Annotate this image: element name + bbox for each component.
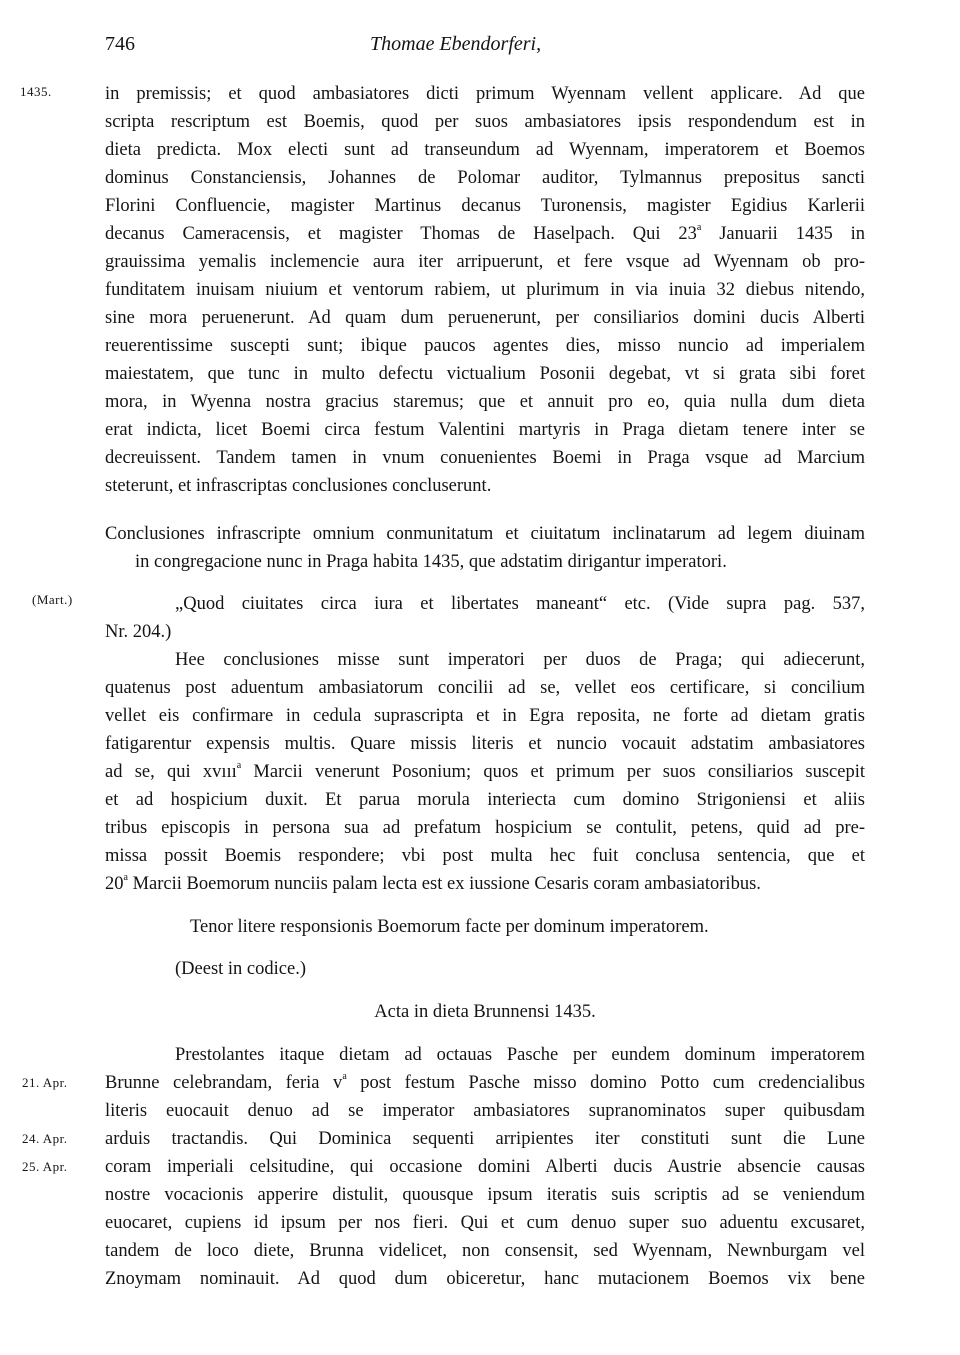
text-line: 20$^a$ Marcii Boemorum nunciis palam lecta est ex iussione Cesaris coram ambasiatoribus.: [105, 872, 761, 894]
section-heading: Tenor litere responsionis Boemorum facte per dominum imperatorem.: [190, 917, 709, 937]
text-line: ad se, qui xvııı$^a$ Marcii venerunt Posonium; quos et primum per suos consiliarios suscepit: [105, 760, 865, 782]
text-line: sine mora peruenerunt. Ad quam dum peruenerunt, per consiliarios domini ducis Alberti: [105, 308, 865, 328]
text-line: fatigarentur expensis multis. Quare missis literis et nuncio vocauit adstatim ambasiatores: [105, 734, 865, 754]
text-line: Znoymam nominauit. Ad quod dum obiceretur, hanc mutacionem Boemos vix bene: [105, 1269, 865, 1289]
text-line: euocaret, cupiens id ipsum per nos fieri. Qui et cum denuo super suo aduentu excusaret,: [105, 1213, 865, 1233]
text-line: dieta predicta. Mox electi sunt ad transeundum ad Wyennam, imperatorem et Boemos: [105, 140, 865, 160]
text-line: decreuissent. Tandem tamen in vnum conuenientes Boemi in Praga vsque ad Marcium: [105, 448, 865, 468]
text-line: steterunt, et infrascriptas conclusiones concluserunt.: [105, 476, 492, 496]
text-line: Hee conclusiones misse sunt imperatori per duos de Praga; qui adiecerunt,: [175, 650, 865, 670]
text-line: nostre vocacionis apperire distulit, quousque ipsum iteratis suis scriptis ad se veniendum: [105, 1185, 865, 1205]
text-line: arduis tractandis. Qui Dominica sequenti arripientes iter constituti sunt die Lune: [105, 1129, 865, 1149]
section-heading: Conclusiones infrascripte omnium conmunitatum et ciuitatum inclinatarum ad legem diuinam: [105, 524, 865, 544]
text-line: erat indicta, licet Boemi circa festum Valentini martyris in Praga dietam tenere inter se: [105, 420, 865, 440]
text-line: mora, in Wyenna nostra gracius staremus; que et annuit pro eo, quia nulla dum dieta: [105, 392, 865, 412]
text-line: coram imperiali celsitudine, qui occasione domini Alberti ducis Austrie absencie causas: [105, 1157, 865, 1177]
editorial-note: (Deest in codice.): [175, 959, 306, 979]
margin-note-march: (Mart.): [32, 592, 73, 607]
section-heading: Acta in dieta Brunnensi 1435.: [374, 1002, 596, 1022]
text-line: et ad hospicium duxit. Et parua morula interiecta cum domino Strigoniensi et aliis: [105, 790, 865, 810]
text-line: maiestatem, que tunc in multo defectu victualium Posonii degebat, vt si grata sibi foret: [105, 364, 865, 384]
text-line: dominus Constanciensis, Johannes de Polomar auditor, Tylmannus prepositus sancti: [105, 168, 865, 188]
text-line: Nr. 204.): [105, 622, 172, 642]
text-line: missa possit Boemis respondere; vbi post multa hec fuit conclusa sentencia, que et: [105, 846, 865, 866]
text-line: decanus Cameracensis, et magister Thomas de Haselpach. Qui 23$^a$ Januarii 1435 in: [105, 222, 865, 244]
text-line: grauissima yemalis inclemencie aura iter arripuerunt, et fere vsque ad Wyennam ob pro-: [105, 252, 865, 272]
text-line: „Quod ciuitates circa iura et libertates maneant“ etc. (Vide supra pag. 537,: [175, 594, 865, 614]
text-line: Brunne celebrandam, feria $v^a$ post festum Pasche misso domino Potto cum credencialibus: [105, 1071, 866, 1093]
text-line: quatenus post aduentum ambasiatorum concilii ad se, vellet eos certificare, si concilium: [105, 678, 865, 698]
section-heading: in congregacione nunc in Praga habita 1435, que adstatim dirigantur imperatori.: [135, 552, 727, 572]
text-line: literis euocauit denuo ad se imperator ambasiatores supranominatos super quibusdam: [105, 1101, 865, 1121]
text-line: reuerentissime suscepti sunt; ibique paucos agentes dies, misso nuncio ad imperialem: [105, 336, 865, 356]
text-line: funditatem inuisam niuium et ventorum rabiem, ut plurimum in via inuia 32 diebus nitendo,: [105, 280, 865, 300]
text-line: Prestolantes itaque dietam ad octauas Pasche per eundem dominum imperatorem: [175, 1045, 865, 1065]
margin-note-year: 1435.: [20, 84, 52, 99]
text-line: tribus episcopis in persona sua ad prefatum hospicium se contulit, petens, quid ad pre-: [105, 818, 865, 838]
text-line: tandem de loco diete, Brunna videlicet, non consensit, sed Wyennam, Newnburgam vel: [105, 1241, 865, 1261]
text-line: scripta rescriptum est Boemis, quod per suos ambasiatores ipsis respondendum est in: [105, 112, 865, 132]
margin-note-apr-25: 25. Apr.: [22, 1159, 68, 1174]
running-title: Thomae Ebendorferi,: [370, 33, 542, 55]
margin-note-apr-24: 24. Apr.: [22, 1131, 68, 1146]
page-number: 746: [105, 33, 135, 55]
text-line: in premissis; et quod ambasiatores dicti primum Wyennam vellent applicare. Ad que: [105, 84, 865, 104]
text-line: vellet eis confirmare in cedula suprascripta et in Egra reposita, ne forte ad dietam gratis: [105, 706, 865, 726]
text-line: Florini Confluencie, magister Martinus decanus Turonensis, magister Egidius Karlerii: [105, 196, 865, 216]
margin-note-apr-21: 21. Apr.: [22, 1075, 68, 1090]
